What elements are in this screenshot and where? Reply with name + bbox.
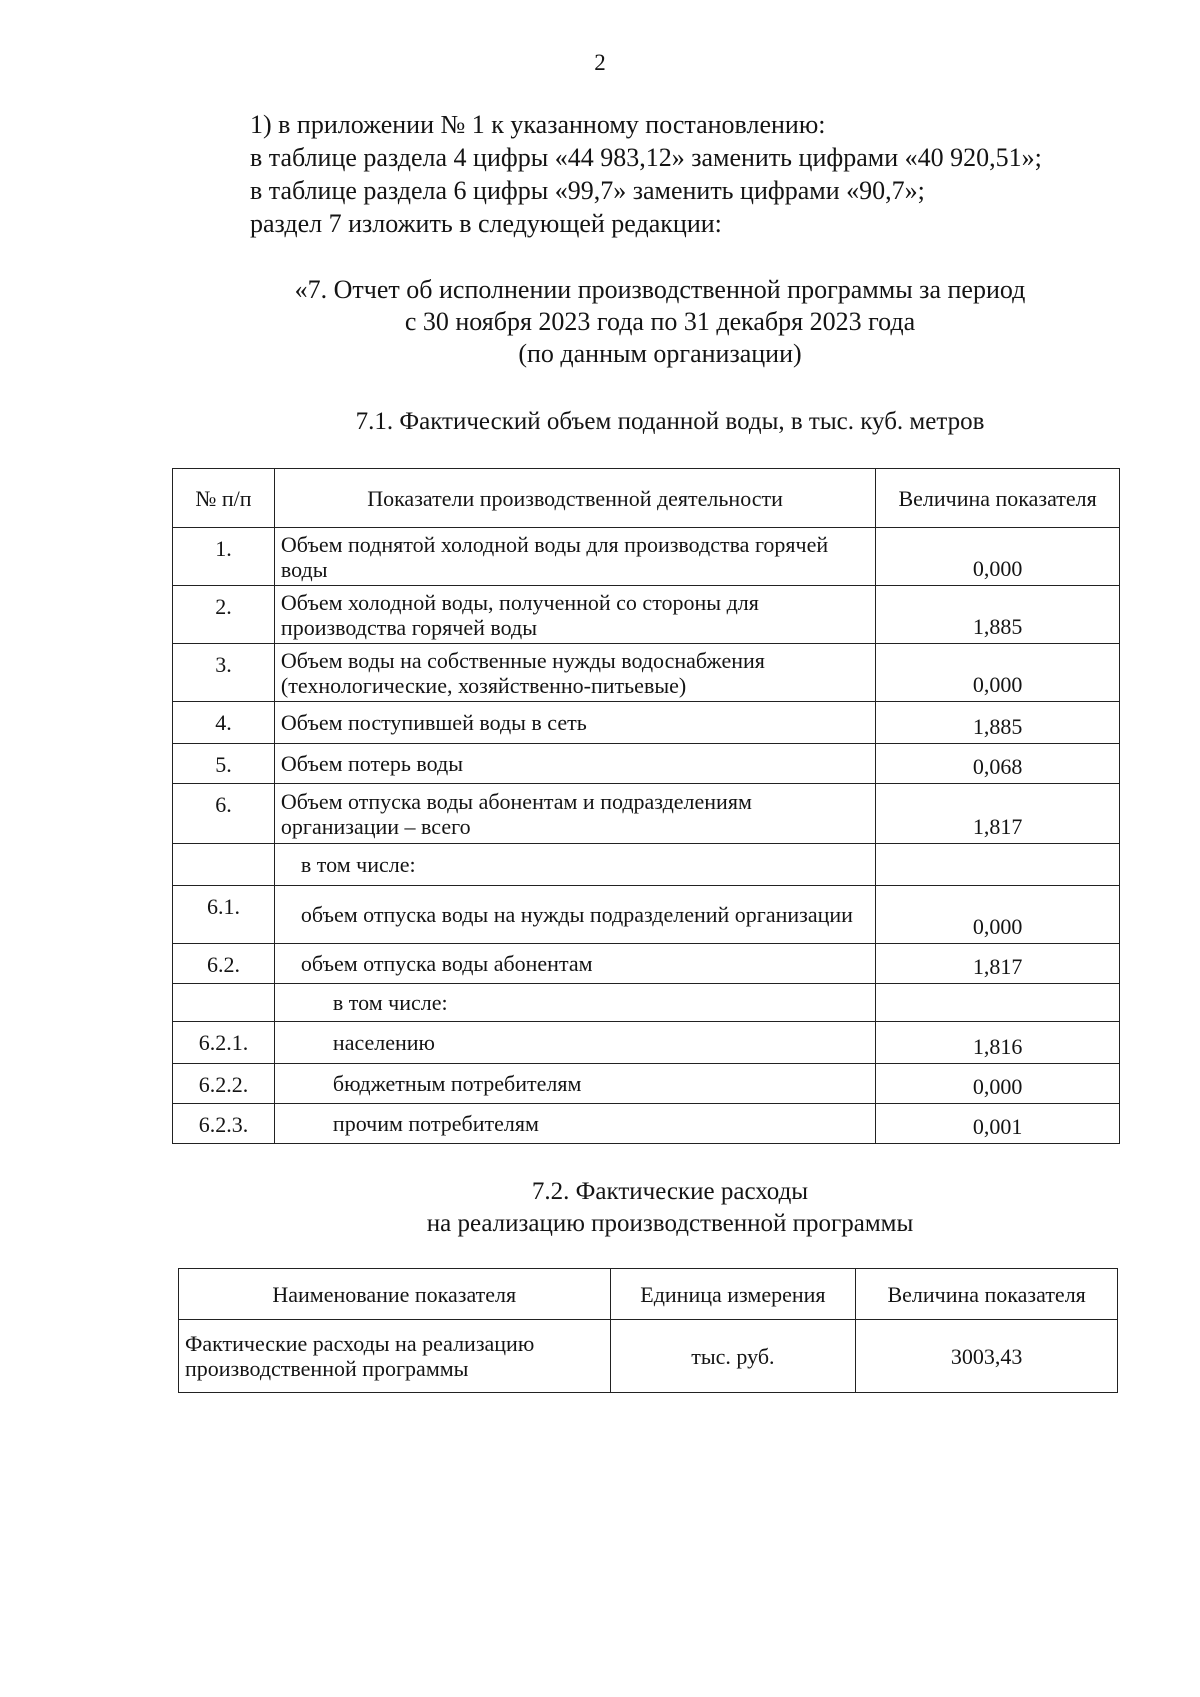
row-label: в том числе: xyxy=(274,984,875,1022)
table-row xyxy=(173,586,1120,644)
row-label: объем отпуска воды на нужды подразделений организации xyxy=(274,886,875,944)
page-number: 2 xyxy=(594,50,606,75)
table-row xyxy=(173,984,1120,1022)
row-value: 1,817 xyxy=(876,784,1120,844)
row-value xyxy=(876,844,1120,886)
table-row xyxy=(173,744,1120,784)
row-number: 6.1. xyxy=(173,886,275,944)
amendment-line: в таблице раздела 6 цифры «99,7» заменить цифрами «90,7»; xyxy=(250,176,925,205)
row-value: 0,068 xyxy=(876,744,1120,784)
section-title-line: (по данным организации) xyxy=(518,339,802,368)
row-value: 0,000 xyxy=(876,886,1120,944)
table-row xyxy=(173,886,1120,944)
column-header-name: Наименование показателя xyxy=(179,1269,611,1320)
column-header-value: Величина показателя xyxy=(876,469,1120,528)
table-row xyxy=(179,1320,1118,1393)
row-label: объем отпуска воды абонентам xyxy=(274,944,875,984)
row-label: Объем потерь воды xyxy=(274,744,875,784)
row-number: 6. xyxy=(173,784,275,844)
row-number: 6.2.3. xyxy=(173,1104,275,1144)
table-row xyxy=(173,1022,1120,1064)
heading-line: 7.2. Фактические расходы xyxy=(531,1178,809,1205)
row-value: 1,817 xyxy=(876,944,1120,984)
row-number: 6.2.1. xyxy=(173,1022,275,1064)
row-number: 4. xyxy=(173,702,275,744)
amendment-line: раздел 7 изложить в следующей редакции: xyxy=(250,209,722,238)
section-7-title xyxy=(230,274,1090,370)
expense-unit: тыс. руб. xyxy=(610,1320,856,1393)
table-row xyxy=(173,784,1120,844)
table-7-1-heading: 7.1. Фактический объем поданной воды, в тыс. куб. метров xyxy=(355,408,985,435)
row-label: Объем поднятой холодной воды для производства горячей воды xyxy=(274,528,875,586)
table-row xyxy=(173,702,1120,744)
column-header-value: Величина показателя xyxy=(856,1269,1118,1320)
column-header-number: № п/п xyxy=(173,469,275,528)
row-value: 1,885 xyxy=(876,586,1120,644)
column-header-indicator: Показатели производственной деятельности xyxy=(274,469,875,528)
table-row xyxy=(173,528,1120,586)
row-label: Объем отпуска воды абонентам и подразделениям организации – всего xyxy=(274,784,875,844)
row-label: в том числе: xyxy=(274,844,875,886)
section-title-line: «7. Отчет об исполнении производственной программы за период xyxy=(294,275,1026,304)
row-label: прочим потребителям xyxy=(274,1104,875,1144)
row-label: Объем поступившей воды в сеть xyxy=(274,702,875,744)
amendment-line: в таблице раздела 4 цифры «44 983,12» заменить цифрами «40 920,51»; xyxy=(250,143,1042,172)
section-title-line: с 30 ноября 2023 года по 31 декабря 2023 года xyxy=(404,307,916,336)
water-volume-table xyxy=(172,468,1120,1144)
table-header-row xyxy=(179,1269,1118,1320)
column-header-unit: Единица измерения xyxy=(610,1269,856,1320)
row-value: 0,001 xyxy=(876,1104,1120,1144)
amendment-line: 1) в приложении № 1 к указанному постановлению: xyxy=(250,110,826,139)
row-number: 6.2. xyxy=(173,944,275,984)
row-label: населению xyxy=(274,1022,875,1064)
row-label: бюджетным потребителям xyxy=(274,1064,875,1104)
table-row xyxy=(173,844,1120,886)
expenses-table xyxy=(178,1268,1118,1393)
row-value: 1,885 xyxy=(876,702,1120,744)
row-number: 1. xyxy=(173,528,275,586)
row-value xyxy=(876,984,1120,1022)
table-7-2-heading xyxy=(170,1176,1170,1240)
row-number: 6.2.2. xyxy=(173,1064,275,1104)
row-number: 2. xyxy=(173,586,275,644)
row-label: Объем воды на собственные нужды водоснабжения (технологические, хозяйственно-питьевые) xyxy=(274,644,875,702)
row-label: Объем холодной воды, полученной со стороны для производства горячей воды xyxy=(274,586,875,644)
table-row xyxy=(173,944,1120,984)
row-number: 5. xyxy=(173,744,275,784)
row-number xyxy=(173,844,275,886)
row-value: 0,000 xyxy=(876,528,1120,586)
expense-value: 3003,43 xyxy=(856,1320,1118,1393)
table-row xyxy=(173,1104,1120,1144)
table-header-row xyxy=(173,469,1120,528)
row-value: 1,816 xyxy=(876,1022,1120,1064)
amendment-text xyxy=(250,108,1150,240)
row-value: 0,000 xyxy=(876,1064,1120,1104)
row-number xyxy=(173,984,275,1022)
expense-name: Фактические расходы на реализацию производственной программы xyxy=(179,1320,611,1393)
row-value: 0,000 xyxy=(876,644,1120,702)
row-number: 3. xyxy=(173,644,275,702)
heading-line: на реализацию производственной программы xyxy=(426,1210,914,1237)
table-row xyxy=(173,1064,1120,1104)
table-row xyxy=(173,644,1120,702)
